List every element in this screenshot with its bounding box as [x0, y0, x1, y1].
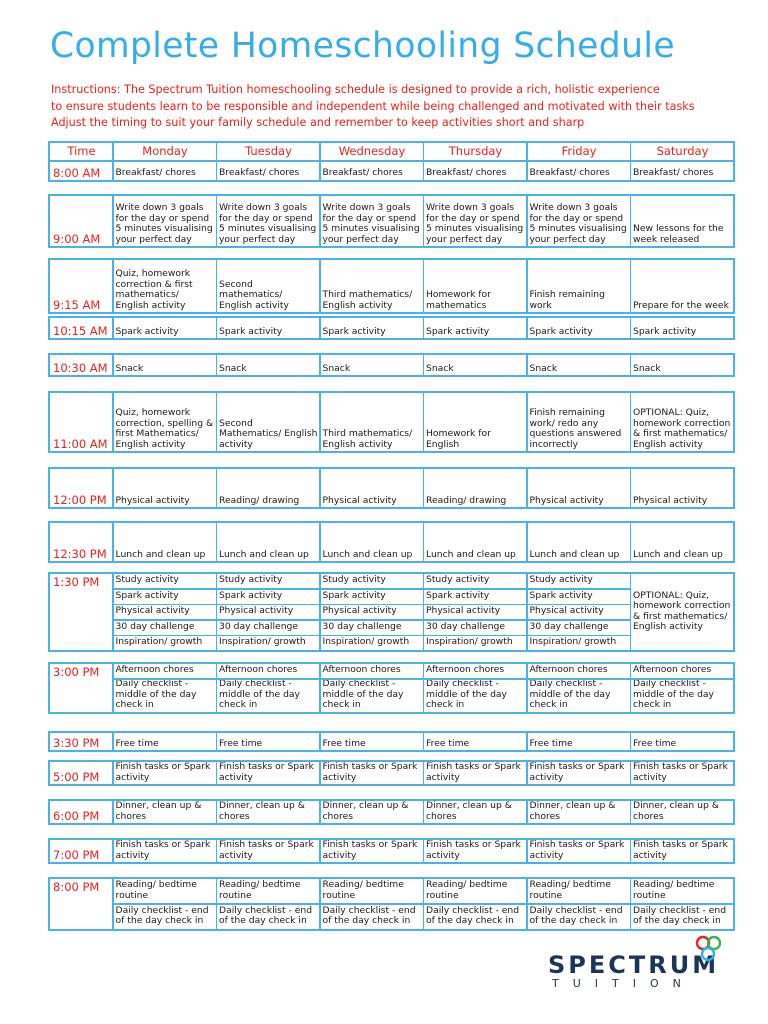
activity-cell: Study activity	[321, 574, 423, 588]
time-cell: 12:30 PM	[50, 523, 112, 561]
activity-cell: Finish tasks or Spark activity	[217, 762, 319, 784]
page-title: Complete Homeschooling Schedule	[50, 26, 675, 66]
instruction-line: to ensure students learn to be responsible and independent while being challenged and motivated with their tasks	[51, 99, 695, 113]
activity-cell: Afternoon chores	[528, 664, 630, 678]
activity-cell: Inspiration/ growth	[424, 636, 526, 650]
schedule-block	[48, 467, 735, 509]
activity-cell: Daily checklist - end of the day check in	[321, 905, 423, 929]
activity-cell: New lessons for the week released	[631, 196, 733, 246]
activity-cell: Daily checklist - middle of the day check in	[114, 680, 216, 712]
activity-cell: Study activity	[424, 574, 526, 588]
spectrum-logo	[546, 934, 746, 994]
schedule-block	[48, 391, 735, 453]
activity-cell: Finish tasks or Spark activity	[424, 762, 526, 784]
column-header: Tuesday	[217, 143, 319, 160]
instruction-line: Adjust the timing to suit your family schedule and remember to keep activities short and sharp	[51, 116, 585, 129]
activity-cell: Lunch and clean up	[217, 523, 319, 561]
time-cell: 9:00 AM	[50, 196, 112, 246]
column-header: Friday	[528, 143, 630, 160]
activity-cell: Daily checklist - middle of the day check in	[631, 680, 733, 712]
activity-cell: Snack	[114, 355, 216, 375]
activity-cell: Dinner, clean up & chores	[631, 801, 733, 823]
activity-cell: Spark activity	[321, 590, 423, 604]
activity-cell: Physical activity	[631, 469, 733, 507]
activity-cell: Snack	[424, 355, 526, 375]
activity-cell: Reading/ bedtime routine	[424, 879, 526, 903]
activity-cell: 30 day challenge	[114, 621, 216, 635]
time-cell: 5:00 PM	[50, 762, 112, 784]
activity-cell: Inspiration/ growth	[114, 636, 216, 650]
activity-cell: Lunch and clean up	[528, 523, 630, 561]
schedule-header-block	[48, 141, 735, 182]
logo-word: SPECTRUM	[548, 951, 720, 979]
activity-cell: Finish tasks or Spark activity	[528, 762, 630, 784]
activity-cell: Reading/ bedtime routine	[321, 879, 423, 903]
schedule-block	[48, 316, 735, 340]
activity-cell: Free time	[114, 733, 216, 750]
activity-cell: 30 day challenge	[321, 621, 423, 635]
activity-cell: Write down 3 goals for the day or spend 5 minutes visualising your perfect day	[528, 196, 630, 246]
activity-cell: Third mathematics/ English activity	[321, 260, 423, 312]
column-header: Monday	[114, 143, 216, 160]
activity-cell: Reading/ bedtime routine	[528, 879, 630, 903]
activity-cell: Finish remaining work	[528, 260, 630, 312]
schedule-block	[48, 877, 735, 931]
activity-cell: Finish tasks or Spark activity	[424, 840, 526, 862]
activity-cell: Spark activity	[528, 590, 630, 604]
activity-cell: Physical activity	[528, 469, 630, 507]
activity-cell: Spark activity	[631, 318, 733, 338]
activity-cell: Finish tasks or Spark activity	[321, 762, 423, 784]
activity-cell: Lunch and clean up	[424, 523, 526, 561]
activity-cell: Daily checklist - end of the day check in	[631, 905, 733, 929]
activity-cell: Lunch and clean up	[114, 523, 216, 561]
activity-cell: Physical activity	[114, 605, 216, 619]
activity-cell: Breakfast/ chores	[631, 162, 733, 180]
activity-cell: Free time	[424, 733, 526, 750]
activity-cell: Free time	[217, 733, 319, 750]
time-cell: 3:30 PM	[50, 733, 112, 750]
activity-cell: Finish tasks or Spark activity	[217, 840, 319, 862]
activity-cell: Daily checklist - middle of the day check in	[217, 680, 319, 712]
activity-cell: Finish tasks or Spark activity	[528, 840, 630, 862]
activity-cell: Breakfast/ chores	[424, 162, 526, 180]
activity-cell: 30 day challenge	[528, 621, 630, 635]
activity-cell: Afternoon chores	[217, 664, 319, 678]
time-cell: 6:00 PM	[50, 801, 112, 823]
time-cell: 12:00 PM	[50, 469, 112, 507]
activity-cell: Physical activity	[424, 605, 526, 619]
schedule-block	[48, 731, 735, 752]
activity-cell: Daily checklist - middle of the day check in	[424, 680, 526, 712]
time-cell: 8:00 PM	[50, 879, 112, 929]
activity-cell: Afternoon chores	[631, 664, 733, 678]
activity-cell: Breakfast/ chores	[528, 162, 630, 180]
schedule-block	[48, 258, 735, 314]
activity-cell: 30 day challenge	[424, 621, 526, 635]
activity-cell: Breakfast/ chores	[217, 162, 319, 180]
activity-cell: Snack	[321, 355, 423, 375]
activity-cell: Inspiration/ growth	[217, 636, 319, 650]
activity-cell: Write down 3 goals for the day or spend 5 minutes visualising your perfect day	[217, 196, 319, 246]
activity-cell: Third mathematics/ English activity	[321, 393, 423, 451]
activity-cell: Physical activity	[217, 605, 319, 619]
activity-cell: Physical activity	[528, 605, 630, 619]
activity-cell: Snack	[217, 355, 319, 375]
activity-cell: Write down 3 goals for the day or spend 5 minutes visualising your perfect day	[424, 196, 526, 246]
activity-cell: Afternoon chores	[114, 664, 216, 678]
activity-cell: Physical activity	[114, 469, 216, 507]
activity-cell: Finish tasks or Spark activity	[114, 762, 216, 784]
activity-cell: Study activity	[217, 574, 319, 588]
time-cell: 10:15 AM	[50, 318, 112, 338]
activity-cell: Free time	[631, 733, 733, 750]
activity-cell: Snack	[631, 355, 733, 375]
instructions	[51, 82, 751, 132]
activity-cell: Finish remaining work/ redo any questions answered incorrectly	[528, 393, 630, 451]
schedule-block	[48, 353, 735, 377]
activity-cell: Second mathematics/ English activity	[217, 260, 319, 312]
activity-cell: Homework for mathematics	[424, 260, 526, 312]
activity-cell: Daily checklist - end of the day check in	[528, 905, 630, 929]
activity-cell: Second Mathematics/ English activity	[217, 393, 319, 451]
activity-cell: Reading/ bedtime routine	[114, 879, 216, 903]
activity-cell: Daily checklist - middle of the day check in	[321, 680, 423, 712]
activity-cell: Prepare for the week	[631, 260, 733, 312]
logo-subword: TUITION	[552, 977, 695, 990]
activity-cell: Afternoon chores	[424, 664, 526, 678]
column-header: Wednesday	[321, 143, 423, 160]
time-cell: 11:00 AM	[50, 393, 112, 451]
schedule-block	[48, 838, 735, 864]
column-header: Saturday	[631, 143, 733, 160]
activity-cell: Daily checklist - end of the day check in	[114, 905, 216, 929]
schedule-block	[48, 799, 735, 825]
activity-cell: Dinner, clean up & chores	[321, 801, 423, 823]
activity-cell: Finish tasks or Spark activity	[631, 840, 733, 862]
activity-cell: Inspiration/ growth	[321, 636, 423, 650]
activity-cell: Inspiration/ growth	[528, 636, 630, 650]
activity-cell: Reading/ drawing	[424, 469, 526, 507]
activity-cell: OPTIONAL: Quiz, homework correction & first mathematics/ English activity	[631, 393, 733, 451]
time-cell: 3:00 PM	[50, 664, 112, 712]
logo-rings-icon	[694, 934, 734, 964]
column-header: Thursday	[424, 143, 526, 160]
activity-cell: Daily checklist - middle of the day check in	[528, 680, 630, 712]
activity-cell: Daily checklist - end of the day check in	[217, 905, 319, 929]
activity-cell: Afternoon chores	[321, 664, 423, 678]
time-cell: 1:30 PM	[50, 574, 112, 650]
activity-cell: Reading/ bedtime routine	[217, 879, 319, 903]
time-cell: 9:15 AM	[50, 260, 112, 312]
activity-cell-saturday: OPTIONAL: Quiz, homework correction & first mathematics/ English activity	[631, 574, 733, 650]
activity-cell: Lunch and clean up	[321, 523, 423, 561]
time-cell: 10:30 AM	[50, 355, 112, 375]
activity-cell: Study activity	[528, 574, 630, 588]
activity-cell: Write down 3 goals for the day or spend 5 minutes visualising your perfect day	[321, 196, 423, 246]
activity-cell: Breakfast/ chores	[114, 162, 216, 180]
activity-cell: Spark activity	[424, 590, 526, 604]
activity-cell: Reading/ drawing	[217, 469, 319, 507]
activity-cell: Dinner, clean up & chores	[528, 801, 630, 823]
schedule-block	[48, 194, 735, 248]
activity-cell: Dinner, clean up & chores	[114, 801, 216, 823]
instruction-line: Instructions: The Spectrum Tuition homeschooling schedule is designed to provide a rich, holistic experience	[51, 83, 660, 96]
logo-ring-blue	[702, 948, 714, 960]
activity-cell: Reading/ bedtime routine	[631, 879, 733, 903]
activity-cell: Spark activity	[114, 318, 216, 338]
activity-cell: Breakfast/ chores	[321, 162, 423, 180]
activity-cell: Spark activity	[217, 590, 319, 604]
activity-cell: Quiz, homework correction & first mathematics/ English activity	[114, 260, 216, 312]
activity-cell: Spark activity	[114, 590, 216, 604]
time-cell: 8:00 AM	[50, 162, 112, 180]
activity-cell: Spark activity	[528, 318, 630, 338]
activity-cell: Daily checklist - end of the day check in	[424, 905, 526, 929]
activity-cell: Dinner, clean up & chores	[424, 801, 526, 823]
activity-cell: Dinner, clean up & chores	[217, 801, 319, 823]
column-header: Time	[50, 143, 112, 160]
activity-cell: Physical activity	[321, 469, 423, 507]
activity-cell: Spark activity	[321, 318, 423, 338]
activity-cell: Free time	[321, 733, 423, 750]
activity-cell: Study activity	[114, 574, 216, 588]
activity-cell: Homework for English	[424, 393, 526, 451]
activity-cell: Finish tasks or Spark activity	[114, 840, 216, 862]
activity-cell: Finish tasks or Spark activity	[631, 762, 733, 784]
activity-cell: Quiz, homework correction, spelling & first Mathematics/ English activity	[114, 393, 216, 451]
schedule-block	[48, 572, 735, 652]
time-cell: 7:00 PM	[50, 840, 112, 862]
schedule-block	[48, 662, 735, 714]
activity-cell: Free time	[528, 733, 630, 750]
schedule-block	[48, 760, 735, 786]
schedule-block	[48, 521, 735, 563]
activity-cell: Lunch and clean up	[631, 523, 733, 561]
activity-cell: Snack	[528, 355, 630, 375]
activity-cell: Finish tasks or Spark activity	[321, 840, 423, 862]
activity-cell: Spark activity	[217, 318, 319, 338]
activity-cell: Write down 3 goals for the day or spend 5 minutes visualising your perfect day	[114, 196, 216, 246]
activity-cell: Physical activity	[321, 605, 423, 619]
activity-cell: Spark activity	[424, 318, 526, 338]
activity-cell: 30 day challenge	[217, 621, 319, 635]
